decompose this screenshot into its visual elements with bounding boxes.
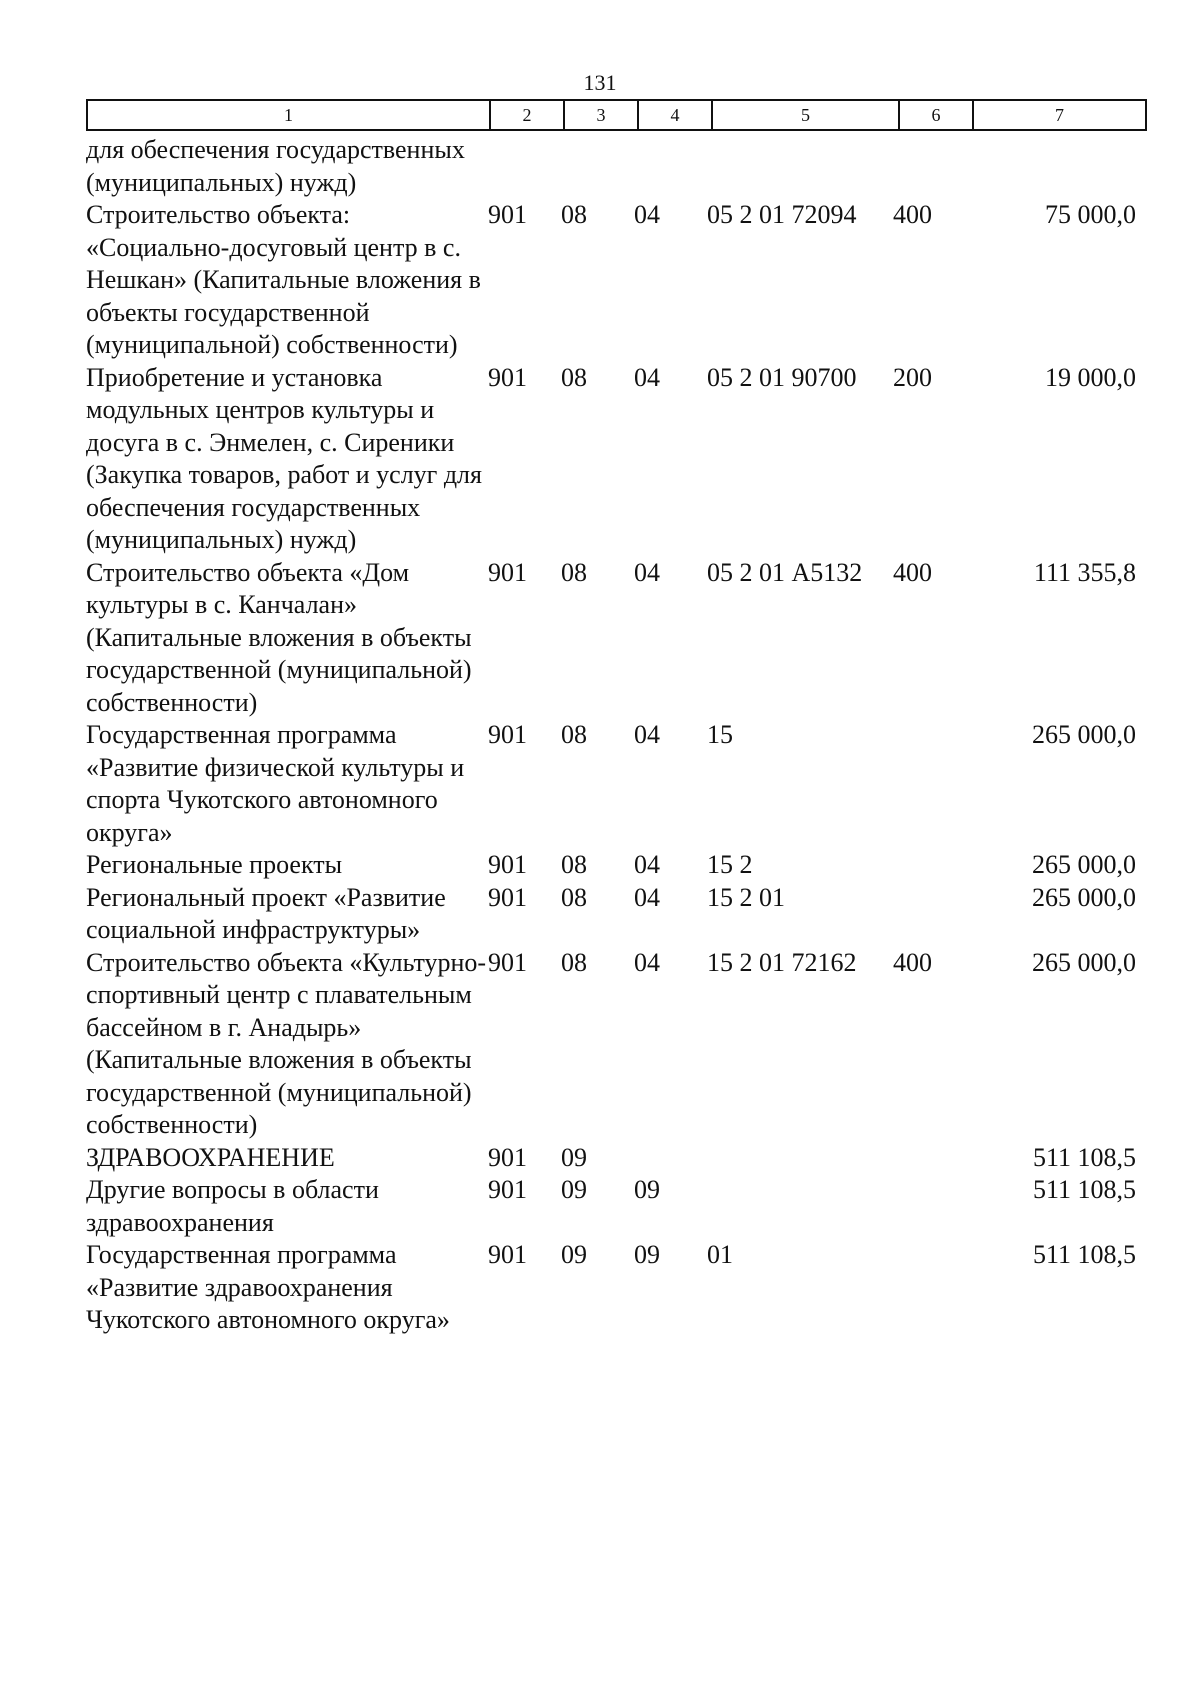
row-ministry-code: 901 — [488, 1240, 527, 1269]
header-cell-7: 7 — [973, 100, 1146, 130]
row-subsection-code: 04 — [634, 720, 660, 749]
row-section-code: 08 — [561, 882, 587, 912]
row-amount: 265 000,0 — [1032, 850, 1136, 879]
table-row — [86, 1239, 1136, 1337]
row-expense-type — [892, 882, 965, 947]
row-subsection-code: 04 — [634, 882, 660, 912]
row-amount: 265 000,0 — [1032, 947, 1136, 977]
header-row — [87, 100, 1146, 130]
row-amount — [965, 134, 1136, 199]
row-expense-type — [892, 719, 965, 849]
row-amount: 75 000,0 — [1045, 200, 1136, 229]
row-expense-type: 400 — [893, 947, 932, 977]
row-target-article — [706, 1142, 892, 1175]
row-target-article — [706, 1174, 892, 1239]
row-target-article: 01 — [707, 1240, 733, 1269]
row-subsection-code: 04 — [634, 850, 660, 879]
row-target-article: 05 2 01 А5132 — [707, 557, 863, 587]
row-section-code: 08 — [561, 720, 587, 749]
table-row — [86, 557, 1136, 720]
row-description: Строительство объекта «Культурно-спортивный центр с плавательным бассейном в г. Анадырь» (Капитальные вложения в объекты государственной (муниципальной) собственности) — [86, 947, 487, 1139]
row-amount: 111 355,8 — [1033, 557, 1136, 587]
row-expense-type — [892, 1142, 965, 1175]
table-row — [86, 1174, 1136, 1239]
row-subsection-code: 04 — [634, 557, 660, 587]
row-amount: 19 000,0 — [1045, 362, 1136, 392]
row-subsection-code — [633, 1142, 706, 1175]
row-subsection-code: 04 — [634, 200, 660, 229]
row-subsection-code: 09 — [634, 1240, 660, 1269]
budget-table — [86, 134, 1136, 1337]
table-row — [86, 199, 1136, 362]
row-ministry-code: 901 — [488, 557, 527, 587]
header-cell-3: 3 — [564, 100, 638, 130]
row-expense-type — [892, 1239, 965, 1337]
row-section-code: 09 — [561, 1240, 587, 1269]
row-section-code: 08 — [561, 947, 587, 977]
row-section-code: 08 — [561, 557, 587, 587]
row-description: Приобретение и установка модульных центров культуры и досуга в с. Энмелен, с. Сиреники (Закупка товаров, работ и услуг для обеспечения государственных (муниципальных) нужд) — [86, 362, 482, 554]
row-description: Государственная программа «Развитие здравоохранения Чукотского автономного округа» — [86, 1240, 450, 1334]
row-ministry-code: 901 — [488, 1142, 527, 1172]
table-row — [86, 849, 1136, 882]
row-description: ЗДРАВООХРАНЕНИЕ — [86, 1142, 335, 1172]
row-expense-type — [892, 1174, 965, 1239]
row-subsection-code — [633, 134, 706, 199]
page-number: 131 — [583, 70, 617, 95]
row-ministry-code: 901 — [488, 947, 527, 977]
row-description: Строительство объекта: «Социально-досуговый центр в с. Нешкан» (Капитальные вложения в объекты государственной (муниципальной) собственности) — [86, 200, 481, 359]
row-ministry-code: 901 — [488, 720, 527, 749]
header-cell-2: 2 — [490, 100, 564, 130]
row-target-article: 15 2 01 72162 — [707, 947, 857, 977]
row-target-article: 15 2 — [707, 850, 753, 879]
row-expense-type: 400 — [893, 200, 932, 229]
row-target-article: 15 — [707, 720, 733, 749]
row-amount: 511 108,5 — [1032, 1175, 1136, 1204]
row-section-code: 08 — [561, 850, 587, 879]
table-row — [86, 947, 1136, 1142]
row-ministry-code: 901 — [488, 882, 527, 912]
row-description: Региональный проект «Развитие социальной инфраструктуры» — [86, 882, 446, 944]
row-amount: 265 000,0 — [1032, 882, 1136, 912]
header-cell-1: 1 — [87, 100, 490, 130]
table-row — [86, 882, 1136, 947]
budget-table-body — [86, 134, 1136, 1337]
row-amount: 511 108,5 — [1032, 1142, 1136, 1172]
row-subsection-code: 09 — [634, 1175, 660, 1204]
row-expense-type — [892, 849, 965, 882]
table-header — [86, 99, 1147, 131]
row-section-code — [560, 134, 633, 199]
row-ministry-code: 901 — [488, 850, 527, 879]
row-section-code: 08 — [561, 362, 587, 392]
row-expense-type: 200 — [893, 362, 932, 392]
row-ministry-code: 901 — [488, 200, 527, 229]
row-subsection-code: 04 — [634, 362, 660, 392]
row-description: Строительство объекта «Дом культуры в с. Канчалан» (Капитальные вложения в объекты государственной (муниципальной) собственности) — [86, 557, 472, 717]
row-section-code: 08 — [561, 200, 587, 229]
row-section-code: 09 — [561, 1142, 587, 1172]
row-target-article: 15 2 01 — [707, 882, 785, 912]
row-target-article — [706, 134, 892, 199]
row-description: для обеспечения государственных (муниципальных) нужд) — [86, 135, 465, 197]
row-section-code: 09 — [561, 1175, 587, 1204]
header-cell-6: 6 — [899, 100, 973, 130]
header-cell-4: 4 — [638, 100, 712, 130]
row-target-article: 05 2 01 90700 — [707, 362, 857, 392]
table-row — [86, 719, 1136, 849]
row-ministry-code — [487, 134, 560, 199]
row-target-article: 05 2 01 72094 — [707, 200, 857, 229]
row-amount: 511 108,5 — [1032, 1240, 1136, 1269]
row-subsection-code: 04 — [634, 947, 660, 977]
row-description: Региональные проекты — [86, 850, 343, 879]
table-row — [86, 134, 1136, 199]
row-ministry-code: 901 — [488, 362, 527, 392]
row-expense-type: 400 — [893, 557, 932, 587]
header-cell-5: 5 — [712, 100, 899, 130]
row-description: Другие вопросы в области здравоохранения — [86, 1175, 379, 1237]
row-expense-type — [892, 134, 965, 199]
row-description: Государственная программа «Развитие физической культуры и спорта Чукотского автономного округа» — [86, 720, 465, 847]
row-ministry-code: 901 — [488, 1175, 527, 1204]
table-row — [86, 1142, 1136, 1175]
row-amount: 265 000,0 — [1032, 720, 1136, 749]
table-row — [86, 362, 1136, 557]
